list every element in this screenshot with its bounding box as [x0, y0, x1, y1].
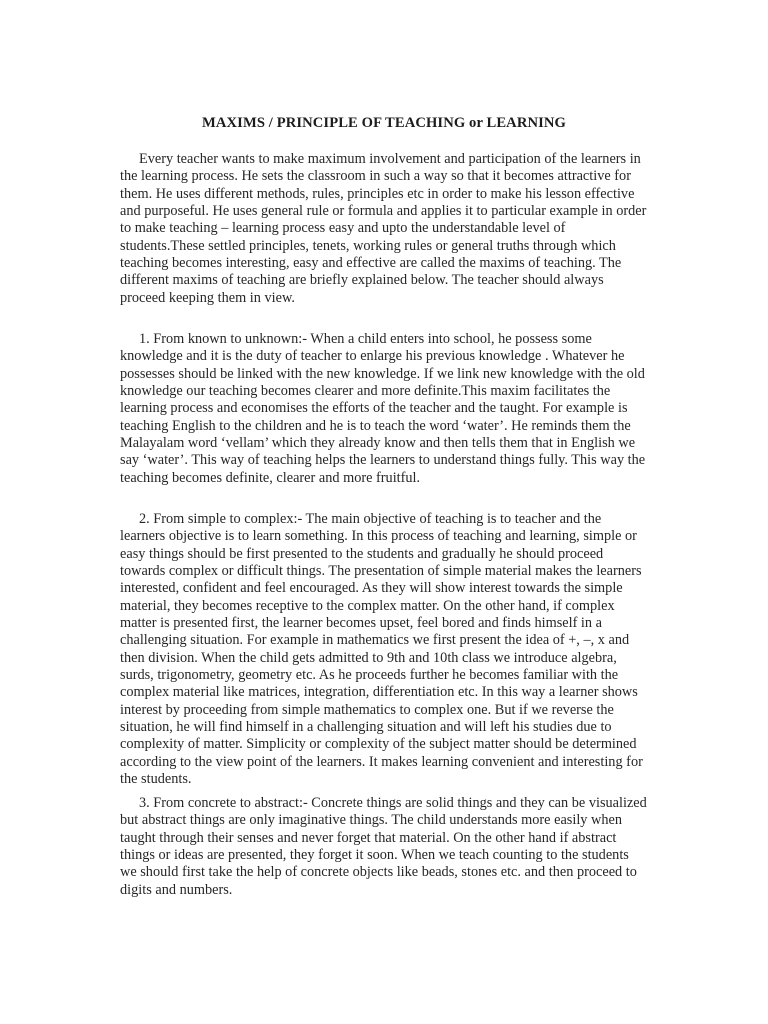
maxim-known-to-unknown-paragraph: 1. From known to unknown:- When a child enters into school, he possess some knowledge and it is the duty of teacher to enlarge his previous knowledge . Whatever he possesses should be linked with the new knowledge. If we link new knowledge with the old knowledge our teaching becomes clearer and more definite.This maxim facilitates the learning process and economises the efforts of the teacher and the taught. For example is teaching English to the children and he is to teach the word ‘water’. He reminds them the Malayalam word ‘vellam’ which they already know and then tells them that in English we say ‘water’. This way of teaching helps the learners to understand things fully. This way the teaching becomes definite, clearer and more fruitful.: [120, 331, 646, 486]
intro-paragraph: Every teacher wants to make maximum involvement and participation of the learners in the learning process. He sets the classroom in such a way so that it becomes attractive for them. He uses different methods, rules, principles etc in order to make his lesson effective and purposeful. He uses general rule or formula and applies it to particular example in order to make teaching – learning process easy and upto the understandable level of students.These settled principles, tenets, working rules or general truths through which teaching becomes interesting, easy and effective are called the maxims of teaching. The different maxims of teaching are briefly explained below. The teacher should always proceed keeping them in view.: [120, 151, 647, 306]
maxim-simple-to-complex-paragraph: 2. From simple to complex:- The main objective of teaching is to teacher and the learners objective is to learn something. In this process of teaching and learning, simple or easy things should be first presented to the students and gradually he should proceed towards complex or difficult things. The presentation of simple material makes the learners interested, confident and feel encouraged. As they will show interest towards the simple material, they becomes receptive to the complex matter. On the other hand, if complex matter is presented first, the learner becomes upset, feel bored and finds himself in a challenging situation. For example in mathematics we first present the idea of +, –, x and then division. When the child gets admitted to 9th and 10th class we introduce algebra, surds, trigonometry, geometry etc. As he proceeds further he becomes familiar with the complex material like matrices, integration, differentiation etc. In this way a learner shows interest by proceeding from simple mathematics to complex one. But if we reverse the situation, he will find himself in a challenging situation and will left his studies due to complexity of matter. Simplicity or complexity of the subject matter should be determined according to the view point of the learners. It makes learning convenient and interesting for the students.: [120, 511, 643, 788]
document-title: MAXIMS / PRINCIPLE OF TEACHING or LEARNING: [202, 115, 566, 131]
maxim-concrete-to-abstract-paragraph: 3. From concrete to abstract:- Concrete things are solid things and they can be visualized but abstract things are only imaginative things. The child understands more easily when taught through their senses and never forget that material. On the other hand if abstract things or ideas are presented, they forget it soon. When we teach counting to the students we should first take the help of concrete objects like beads, stones etc. and then proceed to digits and numbers.: [120, 795, 647, 898]
